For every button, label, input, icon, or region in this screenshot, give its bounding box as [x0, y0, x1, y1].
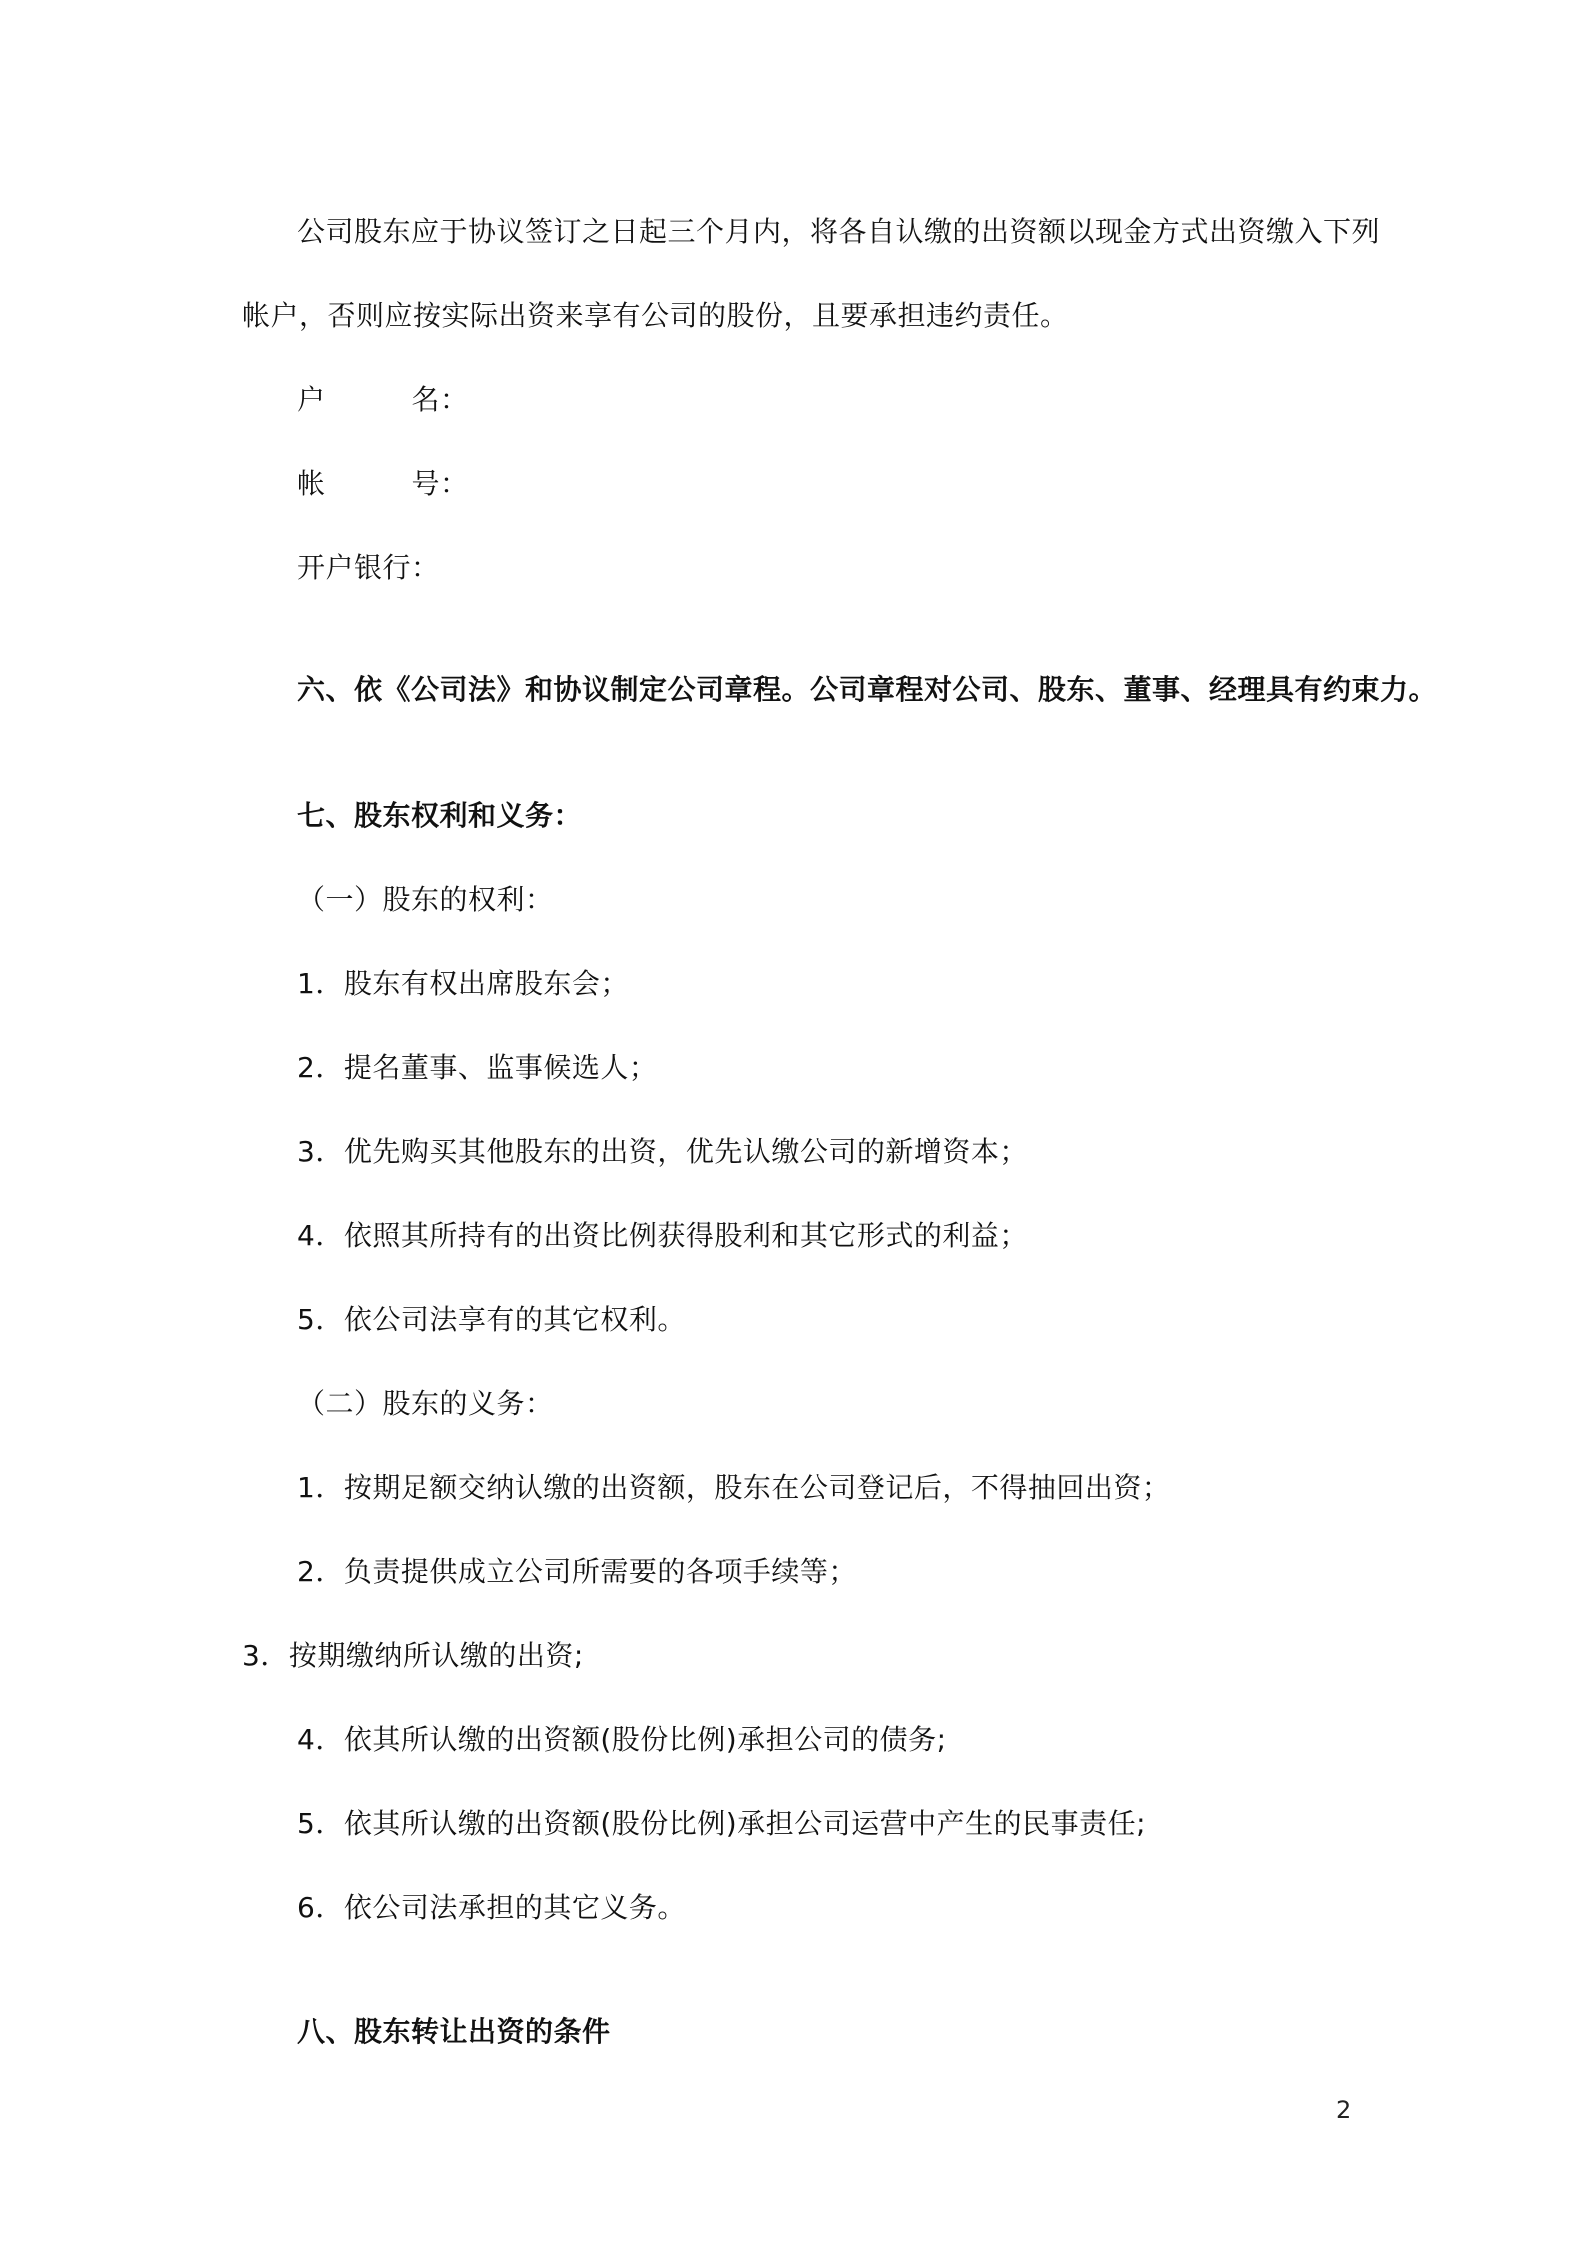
- duties-item-6: 6．依公司法承担的其它义务。: [297, 1891, 686, 1924]
- duties-heading: （二）股东的义务：: [297, 1387, 554, 1420]
- paragraph-line-2: 帐户，否则应按实际出资来享有公司的股份，且要承担违约责任。: [242, 299, 1069, 332]
- duties-item-1: 1．按期足额交纳认缴的出资额，股东在公司登记后，不得抽回出资；: [297, 1471, 1171, 1504]
- account-number-field: [297, 464, 469, 504]
- account-name-label-char1: 户: [297, 383, 326, 416]
- rights-item-4: 4．依照其所持有的出资比例获得股利和其它形式的利益；: [297, 1219, 1028, 1252]
- section-6-heading: 六、依《公司法》和协议制定公司章程。公司章程对公司、股东、董事、经理具有约束力。: [297, 673, 1438, 706]
- duties-item-5: 5．依其所认缴的出资额(股份比例)承担公司运营中产生的民事责任;: [297, 1807, 1147, 1840]
- rights-item-5: 5．依公司法享有的其它权利。: [297, 1303, 686, 1336]
- rights-item-3: 3．优先购买其他股东的出资，优先认缴公司的新增资本；: [297, 1135, 1028, 1168]
- duties-item-2: 2．负责提供成立公司所需要的各项手续等；: [297, 1555, 857, 1588]
- account-number-label-char1: 帐: [297, 467, 326, 500]
- section-7-heading: 七、股东权利和义务：: [297, 799, 583, 832]
- duties-item-4: 4．依其所认缴的出资额(股份比例)承担公司的债务;: [297, 1723, 947, 1756]
- rights-item-2: 2．提名董事、监事候选人；: [297, 1051, 658, 1084]
- bank-field: 开户银行：: [297, 551, 440, 584]
- page-number: 2: [1336, 2096, 1352, 2124]
- account-number-label-char2: 号：: [411, 467, 469, 500]
- duties-item-3: 3．按期缴纳所认缴的出资;: [242, 1639, 584, 1672]
- paragraph-line-1: 公司股东应于协议签订之日起三个月内，将各自认缴的出资额以现金方式出资缴入下列: [297, 215, 1381, 248]
- account-name-field: [297, 380, 469, 420]
- rights-item-1: 1．股东有权出席股东会；: [297, 967, 629, 1000]
- section-8-heading: 八、股东转让出资的条件: [297, 2015, 611, 2048]
- rights-heading: （一）股东的权利：: [297, 883, 554, 916]
- account-name-label-char2: 名：: [411, 383, 469, 416]
